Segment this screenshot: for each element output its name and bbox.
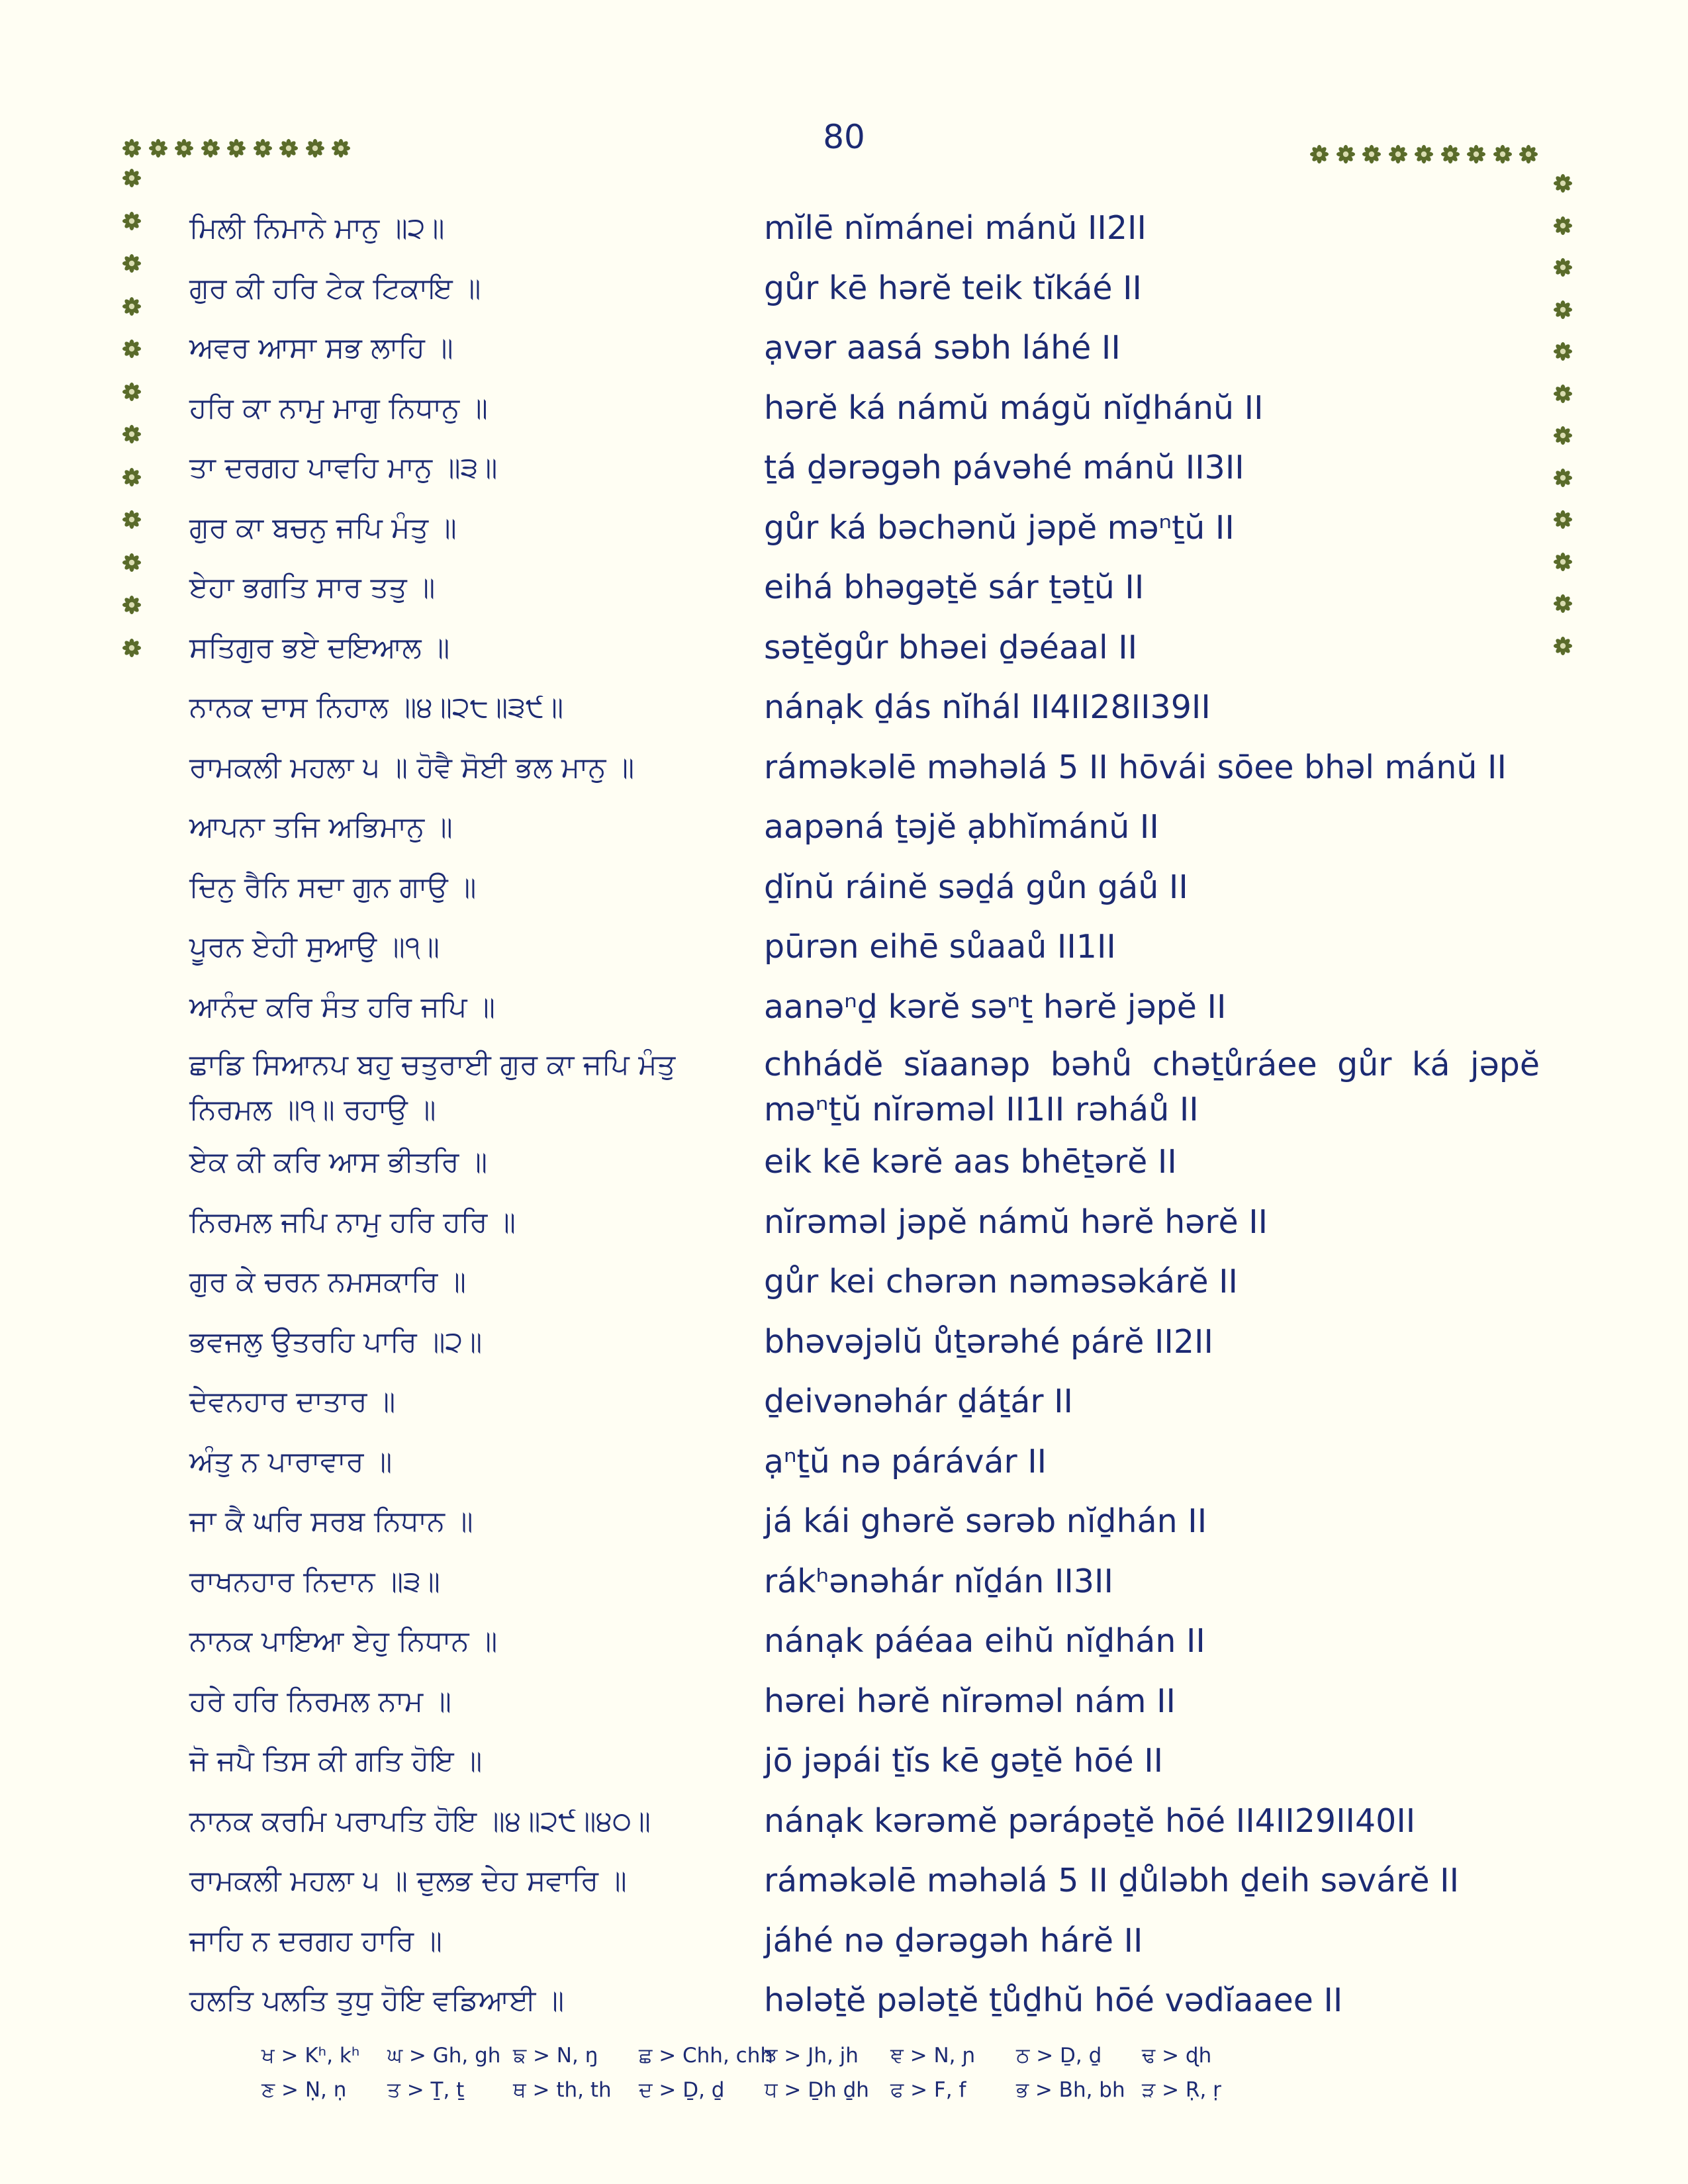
flower-ornament-icon bbox=[1362, 144, 1382, 164]
gurmukhi-line: ਗੁਰ ਕੀ ਹਰਿ ਟੇਕ ਟਿਕਾਇ ॥ bbox=[189, 271, 481, 305]
flower-ornament-icon bbox=[1553, 468, 1573, 488]
transliteration-line: ráməkəlē məhəlá 5 II ḏůləbh ḏeih səvárĕ II bbox=[764, 1862, 1460, 1900]
verse-row bbox=[189, 1372, 1540, 1432]
gurmukhi-line: ਏਹਾ ਭਗਤਿ ਸਾਰ ਤਤੁ ॥ bbox=[189, 571, 436, 605]
transliteration-line: bhəvəjəlŭ ůṯərəhé párĕ II2II bbox=[764, 1322, 1213, 1361]
transliteration-line: gůr kei chərən nəməsəkárĕ II bbox=[764, 1263, 1238, 1301]
key-item: ਭ > Bh, bh bbox=[1016, 2077, 1125, 2102]
gurmukhi-line: ਹਰੇ ਹਰਿ ਨਿਰਮਲ ਨਾਮ ॥ bbox=[189, 1684, 451, 1718]
gurmukhi-line: ਤਾ ਦਰਗਹ ਪਾਵਹਿ ਮਾਨੁ ॥੩॥ bbox=[189, 451, 498, 485]
transliteration-line: nánạk ḏás nĭhál II4II28II39II bbox=[764, 688, 1211, 727]
gurmukhi-line: ਅੰਤੁ ਨ ਪਾਰਾਵਾਰ ॥ bbox=[189, 1445, 393, 1479]
verse-row bbox=[189, 1911, 1540, 1972]
verse-row bbox=[189, 738, 1540, 798]
key-item: ਘ > Gh, gh bbox=[387, 2043, 501, 2068]
transliteration-line: já kái ghərĕ sərəb nĭḏhán II bbox=[764, 1502, 1207, 1541]
gurmukhi-line: ਰਾਮਕਲੀ ਮਹਲਾ ੫ ॥ ਦੁਲਭ ਦੇਹ ਸਵਾਰਿ ॥ bbox=[189, 1864, 627, 1898]
verse-row bbox=[189, 618, 1540, 678]
flower-ornament-icon bbox=[174, 138, 194, 158]
verse-row bbox=[189, 379, 1540, 439]
gurmukhi-line: ਨਾਨਕ ਪਾਇਆ ਏਹੁ ਨਿਧਾਨ ॥ bbox=[189, 1625, 498, 1659]
gurmukhi-line: ਦਿਨੁ ਰੈਨਿ ਸਦਾ ਗੁਨ ਗਾਉ ॥ bbox=[189, 870, 477, 904]
key-item: ਤ > Ṯ, ṯ bbox=[387, 2077, 465, 2102]
flower-ornament-icon bbox=[253, 138, 273, 158]
gurmukhi-line: ਰਾਖਨਹਾਰ ਨਿਦਾਨ ॥੩॥ bbox=[189, 1565, 440, 1598]
key-item: ਦ > Ḏ, ḏ bbox=[639, 2077, 725, 2102]
key-item: ਝ > Jh, jh bbox=[765, 2043, 859, 2068]
flower-ornament-icon bbox=[1414, 144, 1434, 164]
gurmukhi-line: ਹਲਤਿ ਪਲਤਿ ਤੁਧੁ ਹੋਇ ਵਡਿਆਈ ॥ bbox=[189, 1984, 565, 2018]
transliteration-line: ạvər aasá səbh láhé II bbox=[764, 329, 1121, 367]
transliteration-line: aapəná ṯəjĕ ạbhĭmánŭ II bbox=[764, 808, 1159, 846]
transliteration-line: rákʰənəhár nĭḏán II3II bbox=[764, 1562, 1113, 1600]
flower-ornament-icon bbox=[1466, 144, 1486, 164]
flower-ornament-icon bbox=[201, 138, 220, 158]
transliteration-line: ráməkəlē məhəlá 5 II hōvái sōee bhəl mánŭ II bbox=[764, 748, 1507, 786]
gurmukhi-line: ਜੋ ਜਪੈ ਤਿਸ ਕੀ ਗਤਿ ਹੋਇ ॥ bbox=[189, 1745, 483, 1778]
page-number: 80 bbox=[823, 118, 865, 156]
transliteration-line: eihá bhəgəṯĕ sár ṯəṯŭ II bbox=[764, 569, 1145, 607]
key-item: ੜ > Ṛ, ṛ bbox=[1142, 2077, 1221, 2102]
flower-ornament-icon bbox=[122, 553, 142, 572]
gurmukhi-line: ਰਾਮਕਲੀ ਮਹਲਾ ੫ ॥ ਹੋਵੈ ਸੋਈ ਭਲ ਮਾਨੁ ॥ bbox=[189, 751, 635, 784]
transliteration-line: ḏeivənəhár ḏáṯár II bbox=[764, 1383, 1074, 1421]
gurmukhi-line: ਨਾਨਕ ਕਰਮਿ ਪਰਾਪਤਿ ਹੋਇ ॥੪॥੨੯॥੪੦॥ bbox=[189, 1804, 651, 1838]
verse-row bbox=[189, 1037, 1540, 1132]
flower-ornament-icon bbox=[1309, 144, 1329, 164]
gurmukhi-line: ਦੇਵਨਹਾਰ ਦਾਤਾਰ ॥ bbox=[189, 1385, 396, 1419]
transliteration-line: pūrən eihē sůaaů II1II bbox=[764, 928, 1116, 966]
verse-row bbox=[189, 1612, 1540, 1672]
verse-row bbox=[189, 678, 1540, 738]
transliteration-line: jō jəpái ṯĭs kē gəṯĕ hōé II bbox=[764, 1742, 1164, 1780]
flower-ornament-icon bbox=[1336, 144, 1356, 164]
flower-ornament-icon bbox=[1493, 144, 1513, 164]
verse-list bbox=[189, 199, 1540, 2031]
flower-ornament-icon bbox=[122, 211, 142, 231]
flower-ornament-icon bbox=[226, 138, 246, 158]
gurmukhi-line: ਗੁਰ ਕੇ ਚਰਨ ਨਮਸਕਾਰਿ ॥ bbox=[189, 1265, 467, 1299]
gurmukhi-line: ਜਾ ਕੈ ਘਰਿ ਸਰਬ ਨਿਧਾਨ ॥ bbox=[189, 1505, 473, 1539]
flower-ornament-icon bbox=[1440, 144, 1460, 164]
verse-row bbox=[189, 1971, 1540, 2031]
gurmukhi-line: ਅਵਰ ਆਸਾ ਸਭ ਲਾਹਿ ॥ bbox=[189, 332, 453, 365]
verse-row bbox=[189, 1193, 1540, 1253]
flower-ornament-icon bbox=[122, 339, 142, 359]
transliteration-line: səṯĕgůr bhəei ḏəéaal II bbox=[764, 628, 1138, 666]
gurmukhi-line: ਆਪਨਾ ਤਜਿ ਅਭਿਮਾਨੁ ॥ bbox=[189, 811, 453, 844]
verse-row bbox=[189, 1132, 1540, 1193]
gurmukhi-line: ਛਾਡਿ ਸਿਆਨਪ ਬਹੁ ਚਤੁਰਾਈ ਗੁਰ ਕਾ ਜਪਿ ਮੰਤੁ ਨਿਰਮਲ ॥੧॥ ਰਹਾਉ ॥ bbox=[189, 1048, 676, 1126]
flower-ornament-icon bbox=[122, 467, 142, 487]
gurmukhi-line: ਨਿਰਮਲ ਜਪਿ ਨਾਮੁ ਹਰਿ ਹਰਿ ॥ bbox=[189, 1205, 516, 1239]
key-item: ਣ > Ṇ, ṇ bbox=[261, 2077, 347, 2102]
verse-row bbox=[189, 1312, 1540, 1373]
transliteration-line: ạⁿṯŭ nə párávár II bbox=[764, 1442, 1047, 1480]
transliteration-line: ḏĭnŭ ráinĕ səḏá gůn gáů II bbox=[764, 868, 1188, 906]
verse-row bbox=[189, 1552, 1540, 1612]
flower-ornament-icon bbox=[1553, 173, 1573, 193]
gurmukhi-line: ਏਕ ਕੀ ਕਰਿ ਆਸ ਭੀਤਰਿ ॥ bbox=[189, 1146, 488, 1179]
flower-ornament-icon bbox=[1553, 384, 1573, 404]
flower-ornament-icon bbox=[122, 595, 142, 615]
key-item: ਙ > N, ŋ bbox=[513, 2043, 598, 2068]
key-item: ਞ > N, ɲ bbox=[890, 2043, 976, 2068]
verse-row bbox=[189, 1492, 1540, 1552]
flower-ornament-icon bbox=[1553, 300, 1573, 320]
flower-ornament-icon bbox=[1553, 426, 1573, 445]
verse-row bbox=[189, 1792, 1540, 1852]
flower-ornament-icon bbox=[1553, 341, 1573, 361]
transliteration-line: hərĕ ká námŭ mágŭ nĭḏhánŭ II bbox=[764, 388, 1264, 427]
key-item: ਫ > F, f bbox=[890, 2077, 966, 2102]
verse-row bbox=[189, 558, 1540, 618]
transliteration-line: jáhé nə ḏərəgəh hárĕ II bbox=[764, 1921, 1143, 1960]
flower-ornament-icon bbox=[122, 424, 142, 444]
flower-ornament-icon bbox=[1388, 144, 1408, 164]
flower-ornament-icon bbox=[1553, 594, 1573, 614]
flower-ornament-icon bbox=[122, 382, 142, 402]
gurmukhi-line: ਨਾਨਕ ਦਾਸ ਨਿਹਾਲ ॥੪॥੨੮॥੩੯॥ bbox=[189, 691, 564, 725]
transliteration-line: mĭlē nĭmánei mánŭ II2II bbox=[764, 209, 1147, 248]
flower-ornament-icon bbox=[122, 168, 142, 188]
verse-row bbox=[189, 318, 1540, 379]
transliteration-line: nánạk páéaa eihŭ nĭḏhán II bbox=[764, 1622, 1205, 1661]
flower-ornament-icon bbox=[279, 138, 299, 158]
transliteration-line: nĭrəməl jəpĕ námŭ hərĕ hərĕ II bbox=[764, 1203, 1268, 1241]
verse-row bbox=[189, 1731, 1540, 1792]
key-item: ਖ > Kʰ, kʰ bbox=[261, 2043, 360, 2068]
gurmukhi-line: ਭਵਜਲੁ ਉਤਰਹਿ ਪਾਰਿ ॥੨॥ bbox=[189, 1325, 483, 1359]
flower-ornament-icon bbox=[122, 510, 142, 529]
verse-row bbox=[189, 917, 1540, 978]
gurmukhi-line: ਆਨੰਦ ਕਰਿ ਸੰਤ ਹਰਿ ਜਪਿ ॥ bbox=[189, 990, 496, 1024]
verse-row bbox=[189, 498, 1540, 559]
key-item: ਛ > Chh, chh bbox=[639, 2043, 774, 2068]
flower-ornament-icon bbox=[305, 138, 325, 158]
gurmukhi-line: ਜਾਹਿ ਨ ਦਰਗਹ ਹਾਰਿ ॥ bbox=[189, 1924, 442, 1958]
flower-ornament-icon bbox=[1553, 257, 1573, 277]
flower-ornament-icon bbox=[331, 138, 351, 158]
transliteration-line: aanəⁿḏ kərĕ səⁿṯ hərĕ jəpĕ II bbox=[764, 987, 1227, 1026]
transliteration-line: hələṯĕ pələṯĕ ṯůḏhŭ hōé vədĭaaee II bbox=[764, 1981, 1343, 2020]
key-row bbox=[261, 2038, 1453, 2073]
transliteration-line: eik kē kərĕ aas bhēṯərĕ II bbox=[764, 1143, 1177, 1181]
transliteration-line: chhádĕ sĭaanəp bəhů chəṯůráee gůr ká jəpĕ məⁿṯŭ nĭrəməl II1II rəháů II bbox=[764, 1046, 1540, 1128]
flower-ornament-icon bbox=[1553, 510, 1573, 529]
verse-row bbox=[189, 858, 1540, 918]
verse-row bbox=[189, 1672, 1540, 1732]
gurmukhi-line: ਪੂਰਨ ਏਹੀ ਸੁਆਉ ॥੧॥ bbox=[189, 931, 440, 964]
key-row bbox=[261, 2073, 1453, 2107]
flower-ornament-icon bbox=[122, 138, 142, 158]
transliteration-line: nánạk kərəmĕ pərápəṯĕ hōé II4II29II40II bbox=[764, 1801, 1416, 1840]
transliteration-key bbox=[261, 2038, 1453, 2107]
key-item: ਠ > Ḏ, ḏ bbox=[1016, 2043, 1102, 2068]
verse-row bbox=[189, 438, 1540, 498]
transliteration-line: hərei hərĕ nĭrəməl nám II bbox=[764, 1682, 1176, 1720]
transliteration-line: gůr ká bəchənŭ jəpĕ məⁿṯŭ II bbox=[764, 508, 1235, 547]
key-item: ਧ > Ḏh ḏh bbox=[765, 2077, 869, 2102]
verse-row bbox=[189, 199, 1540, 259]
verse-row bbox=[189, 797, 1540, 858]
flower-ornament-icon bbox=[1519, 144, 1538, 164]
key-item: ਢ > ɖh bbox=[1142, 2043, 1212, 2068]
flower-ornament-icon bbox=[148, 138, 168, 158]
flower-ornament-icon bbox=[1553, 636, 1573, 656]
gurmukhi-line: ਮਿਲੀ ਨਿਮਾਨੇ ਮਾਨੁ ॥੨॥ bbox=[189, 212, 445, 246]
flower-ornament-icon bbox=[122, 296, 142, 316]
verse-row bbox=[189, 1851, 1540, 1911]
gurmukhi-line: ਸਤਿਗੁਰ ਭਏ ਦਇਆਲ ॥ bbox=[189, 631, 450, 664]
flower-ornament-icon bbox=[1553, 216, 1573, 236]
gurmukhi-line: ਹਰਿ ਕਾ ਨਾਮੁ ਮਾਗੁ ਨਿਧਾਨੁ ॥ bbox=[189, 391, 488, 425]
flower-ornament-icon bbox=[122, 638, 142, 658]
verse-row bbox=[189, 1252, 1540, 1312]
transliteration-line: gůr kē hərĕ teik tĭkáé II bbox=[764, 269, 1142, 307]
verse-row bbox=[189, 978, 1540, 1038]
flower-ornament-icon bbox=[122, 253, 142, 273]
transliteration-line: ṯá ḏərəgəh pávəhé mánŭ II3II bbox=[764, 449, 1244, 487]
verse-row bbox=[189, 259, 1540, 319]
flower-ornament-icon bbox=[1553, 552, 1573, 572]
verse-row bbox=[189, 1432, 1540, 1492]
gurmukhi-line: ਗੁਰ ਕਾ ਬਚਨੁ ਜਪਿ ਮੰਤੁ ॥ bbox=[189, 511, 457, 545]
key-item: ਥ > th, th bbox=[513, 2077, 612, 2102]
